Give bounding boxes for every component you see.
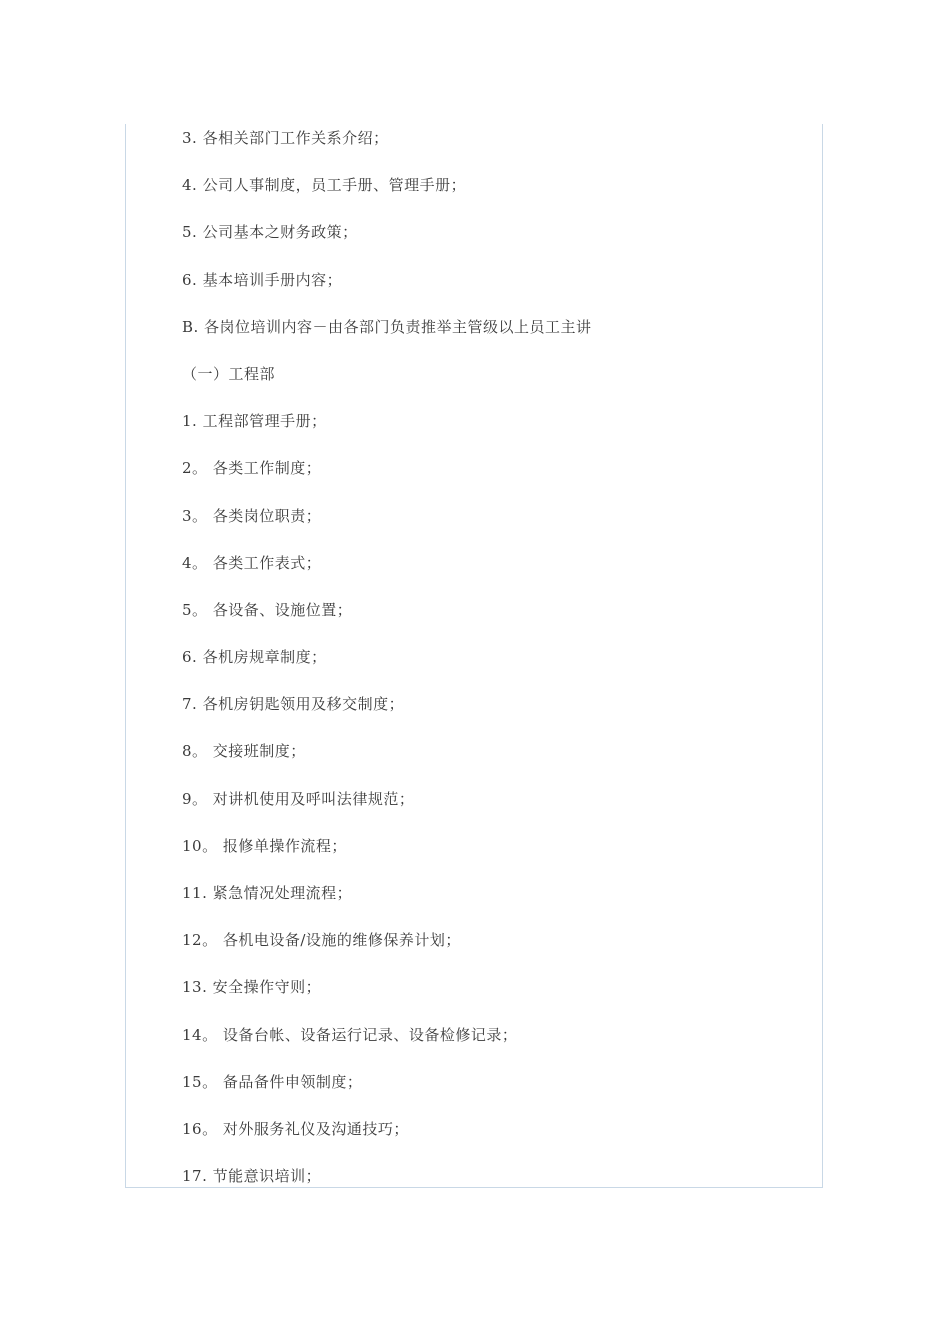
list-item: 13. 安全操作守则； [182,978,322,997]
list-item: 6. 基本培训手册内容； [182,270,343,289]
list-item: 7. 各机房钥匙领用及移交制度； [182,695,405,714]
list-item: 2。 各类工作制度； [182,459,322,478]
list-item: 4. 公司人事制度，员工手册、管理手册； [182,176,467,195]
list-item: 14。 设备台帐、设备运行记录、设备检修记录； [182,1025,518,1044]
list-item: 10。 报修单操作流程； [182,836,347,855]
list-item: 4。 各类工作表式； [182,553,322,572]
list-item: 5。 各设备、设施位置； [182,600,353,619]
list-item: 11. 紧急情况处理流程； [182,884,353,902]
list-item: 5. 公司基本之财务政策； [182,223,358,242]
list-item: 16。 对外服务礼仪及沟通技巧； [182,1119,409,1138]
list-item: 3. 各相关部门工作关系介绍； [182,129,389,147]
list-item: 17. 节能意识培训； [182,1167,322,1186]
list-item: 6. 各机房规章制度； [182,648,327,667]
list-item: 8。 交接班制度； [182,742,306,761]
list-item: 1. 工程部管理手册； [182,412,327,431]
section-heading: B. 各岗位培训内容－由各部门负责推举主管级以上员工主讲 [182,317,592,336]
list-item: 12。 各机电设备/设施的维修保养计划； [182,931,461,950]
subsection-heading: （一）工程部 [182,364,276,383]
list-item: 3。 各类岗位职责； [182,506,322,525]
list-item: 15。 备品备件申领制度； [182,1072,363,1091]
list-item: 9。 对讲机使用及呼叫法律规范； [182,789,415,808]
document-body [182,124,802,1209]
